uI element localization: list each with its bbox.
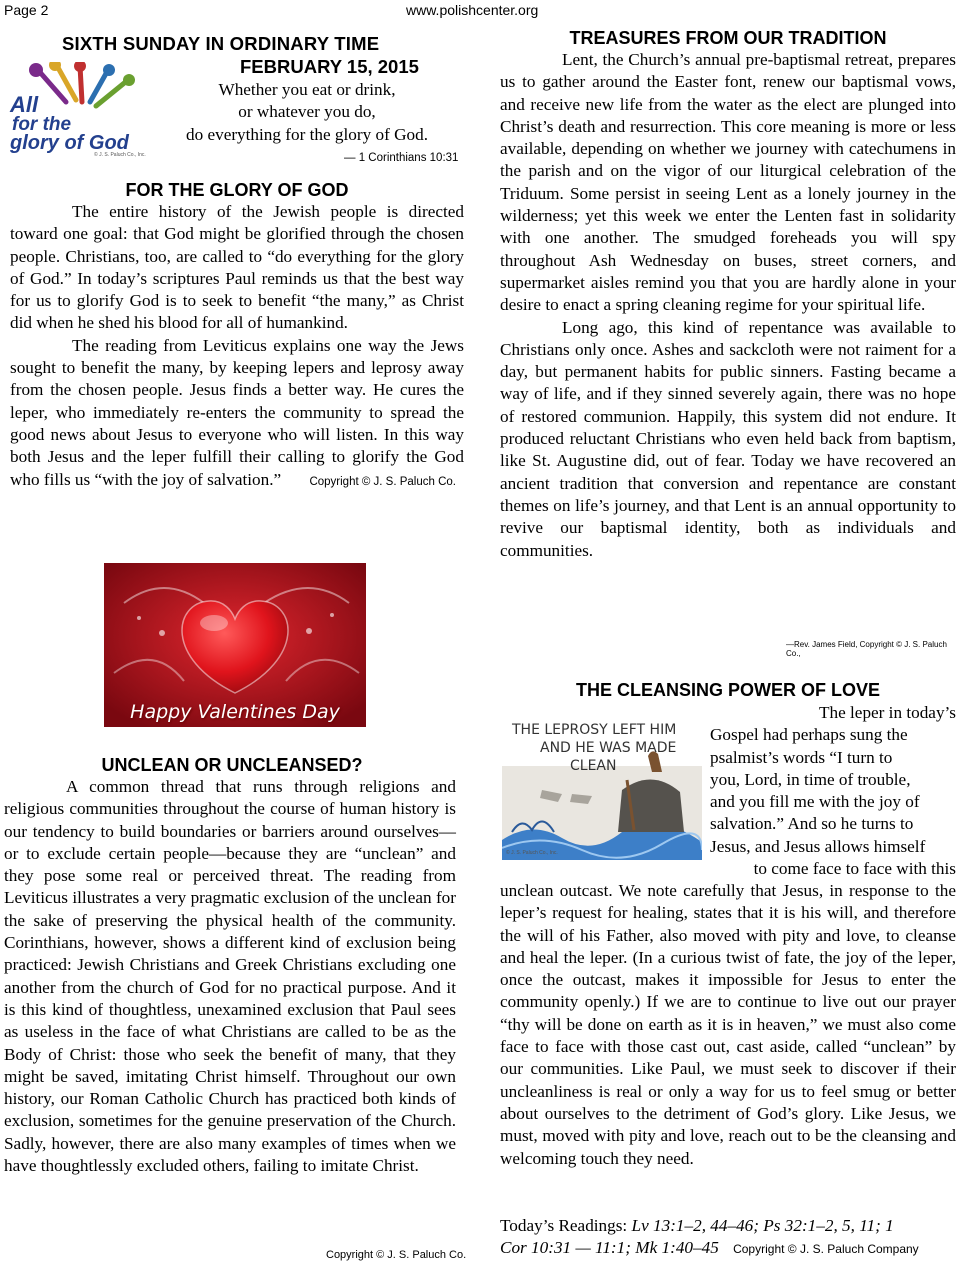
- treasures-paragraph-1: Lent, the Church’s annual pre-baptismal retreat, prepares us to gather around the Easter font, renew our baptismal vows, and receive new life from the water as the elect are plunged into Christ’s death and resurrection. This core meaning is more or less available, depending on whether we journey with catechumens in the parish and on the vigor of our liturgical celebration of the Triduum. Some persist in seeing Lent as a lonely journey in the wilderness; yet this week we enter the Lenten fast in solidarity with one another. The smudged foreheads you will spy throughout Ash Wednesday on buses, street corners, and supermarket aisles remind you that you are hardly alone in your desire to enact a spring cleaning regime for your spiritual life.: [500, 50, 956, 315]
- cleansing-line-1: The leper in today’s: [819, 703, 956, 722]
- cleansing-line-8: to come face to face with this: [753, 859, 956, 879]
- leper-image-caption-2: AND HE WAS MADE: [540, 740, 677, 756]
- glory-paragraph-2-text: The reading from Leviticus explains one way the Jews sought to benefit the many, by keeping lepers and leprosy away from the chosen people. Jesus finds a better way. He cures the leper, who immediately re-enters the community to spread the good news about Jesus to everyone who will listen. In this way both Jesus and the leper fulfill their calling to glorify the God who fills us “with the joy of salvation.”: [10, 335, 464, 489]
- treasures-article: [500, 49, 956, 562]
- quote: [170, 79, 444, 146]
- unclean-copyright: Copyright © J. S. Paluch Co.: [326, 1249, 467, 1261]
- quote-line-2: or whatever you do,: [238, 102, 376, 122]
- glory-heading: FOR THE GLORY OF GOD: [125, 180, 349, 200]
- logo-publisher: © J. S. Paluch Co., Inc.: [94, 152, 146, 158]
- date: FEBRUARY 15, 2015: [240, 56, 419, 77]
- glory-copyright: Copyright © J. S. Paluch Co.: [309, 475, 456, 488]
- glory-article: [10, 201, 464, 493]
- leper-image-caption-3: CLEAN: [570, 758, 617, 774]
- readings-citations-2: Cor 10:31 — 11:1; Mk 1:40–45: [500, 1238, 719, 1258]
- cleansing-heading: THE CLEANSING POWER OF LOVE: [575, 680, 880, 700]
- page-number: Page 2: [4, 2, 49, 18]
- leper-image-publisher: © J. S. Paluch Co., Inc.: [506, 850, 558, 856]
- readings-line-2: [500, 1237, 958, 1260]
- glory-paragraph-2: [10, 335, 464, 493]
- quote-line-3: do everything for the glory of God.: [185, 124, 428, 144]
- cleansing-paragraph: unclean outcast. We note carefully that Jesus, in response to the leper’s request for healing, states that it is his will, and therefore the will of his Father, also moved with pity and love, to cleanse and heal the leper. (In a curious twist of fate, the joy of the leper, once the outcast, makes it impossible for Jesus to enter the community openly.) If we are to continue to live out our prayer “thy will be done on earth as it is in heaven,” we must also come face to face with those cast out, cast aside, called “unclean” by our communities. Like Paul, we must seek to discover if their uncleanliness is real or only a way for us to feel smug or better about ourselves to the detriment of God’s glory. Like Jesus, we must, moved with pity and love, reach out to be the cleansing and welcoming touch they need.: [500, 881, 956, 1168]
- leper-image-caption-1: THE LEPROSY LEFT HIM: [512, 722, 677, 738]
- leper-image: [502, 720, 702, 860]
- cleansing-line-5: and you fill me with the joy of: [710, 792, 920, 812]
- readings-line-1: [500, 1215, 958, 1237]
- logo-text-glory: glory of God: [10, 132, 129, 154]
- cleansing-line-6: salvation.” And so he turns to: [710, 814, 914, 834]
- cleansing-wrap-text: [710, 702, 956, 880]
- readings-label: Today’s Readings:: [500, 1216, 632, 1235]
- cleansing-line-4: you, Lord, in time of trouble,: [710, 769, 911, 789]
- quote-citation: — 1 Corinthians 10:31: [344, 152, 459, 164]
- cleansing-line-7: Jesus, and Jesus allows himself: [710, 836, 926, 856]
- quote-line-1: Whether you eat or drink,: [218, 80, 396, 99]
- valentine-image: [104, 563, 366, 727]
- logo-text-all: All: [10, 92, 39, 117]
- glory-paragraph-1: The entire history of the Jewish people is directed toward one goal: that God might be glorified through the chosen people. Christians, too, are called to “do everything for the glory of God.” In today’s scriptures Paul reminds us that the best way for us to glorify God is to seek to benefit “the many,” as Christ did when he shed his blood for all of humankind.: [10, 202, 464, 333]
- glory-of-god-logo: [8, 62, 158, 162]
- todays-readings: [500, 1215, 958, 1261]
- unclean-paragraph: A common thread that runs through religions and religious communities throughout the course of human history is our tendency to build boundaries or barriers around ourselves—or to exclude certain people—because they are “unclean” and they pose some real or perceived threat. The reading from Leviticus illustrates a very pragmatic exclusion of the unclean for the sake of preserving the physical health of the community. Corinthians, however, shows a different kind of exclusion being practiced: Jewish Christians and Greek Christians excluding one another from the church of God for no practical purpose. And it is this kind of thoughtless, unexamined exclusion that Paul sees as useless in the face of what Christians are called to be as the Body of Christ: those who seek the benefit of many, that they might be saved, imitating Christ himself. Throughout our own history, our Roman Catholic Church has practiced both kinds of exclusion, sometimes for the genuine preservation of the Church. Sadly, however, there are also many examples of times when we have thoughtlessly excluded others, failing to imitate Christ.: [4, 777, 456, 1176]
- logo-text-for-the: for the: [12, 114, 72, 135]
- readings-copyright: Copyright © J. S. Paluch Company: [733, 1242, 919, 1257]
- unclean-heading: UNCLEAN OR UNCLEANSED?: [101, 755, 363, 775]
- treasures-paragraph-2: Long ago, this kind of repentance was available to Christians only once. Ashes and sackcloth were not raiment for a day, but permanent habits for public sinners. Fasting became a way of life, and if they sinned severely again, there was no hope of restored communion. Happily, this system did not endure. It produced reluctant Christians who even held back from baptism, like St. Augustine did, out of fear. Today we have recovered an ancient tradition that conversion and repentance are constant themes on life’s journey, and that Lent is an annual opportunity to revive our baptismal identity, both as individuals and communities.: [500, 317, 956, 560]
- treasures-credit: —Rev. James Field, Copyright © J. S. Paluch Co.,: [786, 640, 947, 658]
- sunday-title: SIXTH SUNDAY IN ORDINARY TIME: [62, 33, 380, 54]
- readings-citations-1: Lv 13:1–2, 44–46; Ps 32:1–2, 5, 11; 1: [631, 1216, 894, 1235]
- valentine-caption: Happy Valentines Day: [130, 701, 340, 723]
- cleansing-line-3: psalmist’s words “I turn to: [710, 747, 893, 767]
- cleansing-line-2: Gospel had perhaps sung the: [710, 725, 908, 745]
- website-url[interactable]: www.polishcenter.org: [406, 2, 539, 18]
- treasures-heading: TREASURES FROM OUR TRADITION: [569, 28, 887, 48]
